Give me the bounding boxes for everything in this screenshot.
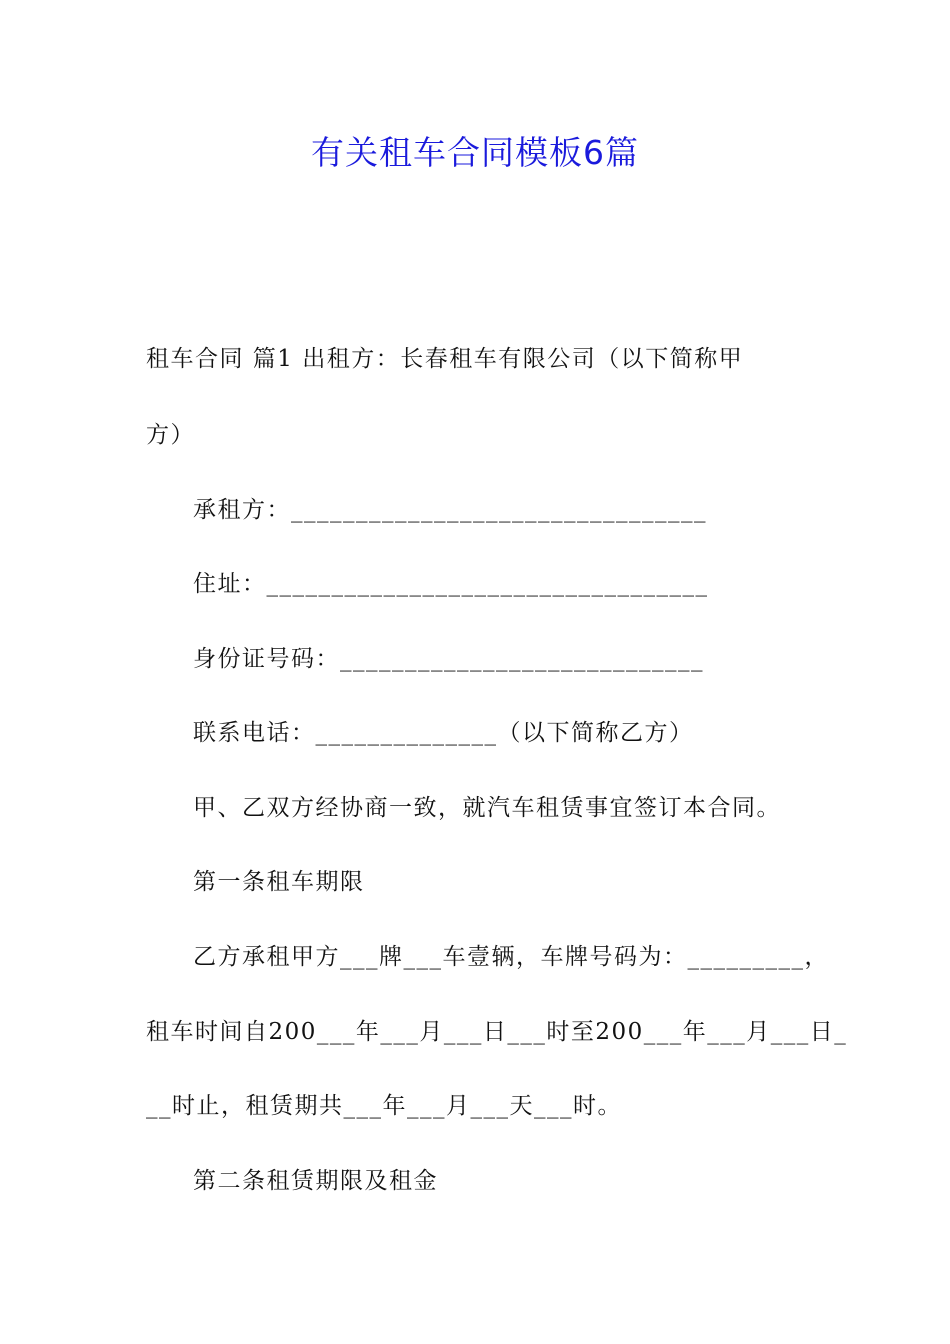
article-1-paragraph-line-2: 租车时间自200___年___月___日___时至200___年___月___日_: [146, 1019, 848, 1045]
address-field: 住址：__________________________________: [193, 571, 709, 597]
phone-field: 联系电话：______________（以下简称乙方）: [193, 720, 694, 746]
lessee-field: 承租方：________________________________: [193, 497, 707, 523]
contract-heading-lessor: 租车合同 篇1 出租方：长春租车有限公司（以下简称甲: [146, 346, 744, 372]
document-title: 有关租车合同模板6篇: [311, 133, 639, 172]
lessor-continuation: 方）: [146, 422, 195, 448]
id-number-field: 身份证号码：____________________________: [193, 646, 704, 672]
agreement-statement: 甲、乙双方经协商一致，就汽车租赁事宜签订本合同。: [193, 795, 781, 821]
article-2-heading: 第二条租赁期限及租金: [193, 1168, 438, 1194]
article-1-heading: 第一条租车期限: [193, 869, 365, 895]
article-1-paragraph-line-3: __时止，租赁期共___年___月___天___时。: [146, 1093, 622, 1119]
article-1-paragraph-line-1: 乙方承租甲方___牌___车壹辆，车牌号码为：_________，: [193, 944, 829, 970]
